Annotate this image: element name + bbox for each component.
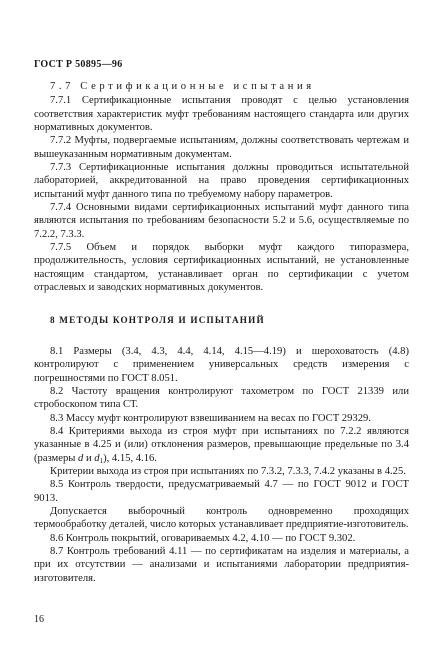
paragraph-8-3: 8.3 Массу муфт контролируют взвешиванием на весах по ГОСТ 29329. [50, 412, 371, 424]
paragraph-8-5: 8.5 Контроль твердости, предусматриваемый 4.7 — по ГОСТ 9012 и ГОСТ 9013. [34, 479, 409, 504]
symbol-d: d [78, 452, 84, 464]
conjunction-and: и [83, 452, 95, 464]
section-heading-7-7: 7.7 Сертификационные испытания [50, 81, 315, 92]
paragraph-7-7-4: 7.7.4 Основными видами сертификационных испытаний муфт данного типа являются испытания по требованиям безопасности 5.2 и 5.6, осуществляемые по 7.2.2, 7.3.3. [34, 202, 409, 240]
page-number: 16 [34, 614, 44, 625]
paragraph-8-4 [34, 425, 409, 465]
document-code-header: ГОСТ Р 50895—96 [34, 59, 123, 70]
document-body [34, 80, 409, 585]
paragraph-8-7: 8.7 Контроль требований 4.11 — по сертификатам на изделия и материалы, а при их отсутствии — анализами и испытаниями лаборатории предприятия-изготовителя. [34, 546, 409, 584]
paragraph-8-1: 8.1 Размеры (3.4, 4.3, 4.4, 4.14, 4.15—4.19) и шероховатость (4.8) контролируют с применением универсальных средств измерения с погрешностями по ГОСТ 8.051. [34, 345, 409, 384]
subscript-1: 1 [99, 456, 104, 465]
paragraph-8-6: 8.6 Контроль покрытий, оговариваемых 4.2, 4.10 — по ГОСТ 9.302. [50, 532, 356, 544]
paragraph-7-7-3: 7.7.3 Сертификационные испытания должны проводиться испытательной лабораторией, аккредитованной на право проведения сертификационных испытаний муфт данного типа по требуемому набору параметров. [34, 162, 409, 200]
paragraph-8-5-note: Допускается выборочный контроль одновременно проходящих термообработку деталей, число которых устанавливает предприятие-изготовитель. [34, 505, 409, 531]
symbol-d1: d [94, 452, 100, 464]
paragraph-7-7-1: 7.7.1 Сертификационные испытания проводят с целью установления соответствия характеристик муфт требованиям настоящего стандарта или других нормативных документов. [34, 95, 409, 134]
paragraph-7-7-5: 7.7.5 Объем и порядок выборки муфт каждого типоразмера, продолжительность, условия сертификационных испытаний, не установленные настоящим стандартом, устанавливает орган по сертификации с учетом отраслевых и заводских нормативных документов. [34, 242, 409, 294]
paragraph-8-4-text: 8.4 Критериями выхода из строя муфт при испытаниях по 7.2.2 являются указанные в 4.25 и (или) отклонения размеров, превышающие предельные по 3.4 (размеры [34, 425, 409, 464]
paragraph-7-7-2: 7.7.2 Муфты, подвергаемые испытаниям, должны соответствовать чертежам и вышеуказанным нормативным документам. [34, 135, 409, 160]
paragraph-8-4-criteria: Критерии выхода из строя при испытаниях по 7.3.2, 7.3.3, 7.4.2 указаны в 4.25. [50, 465, 406, 477]
paragraph-8-2: 8.2 Частоту вращения контролируют тахометром по ГОСТ 21339 или стробоскопом типа СТ. [34, 385, 409, 411]
section-heading-8: 8 МЕТОДЫ КОНТРОЛЯ И ИСПЫТАНИЙ [50, 314, 265, 325]
paragraph-8-4-end: ), 4.15, 4.16. [103, 452, 157, 464]
